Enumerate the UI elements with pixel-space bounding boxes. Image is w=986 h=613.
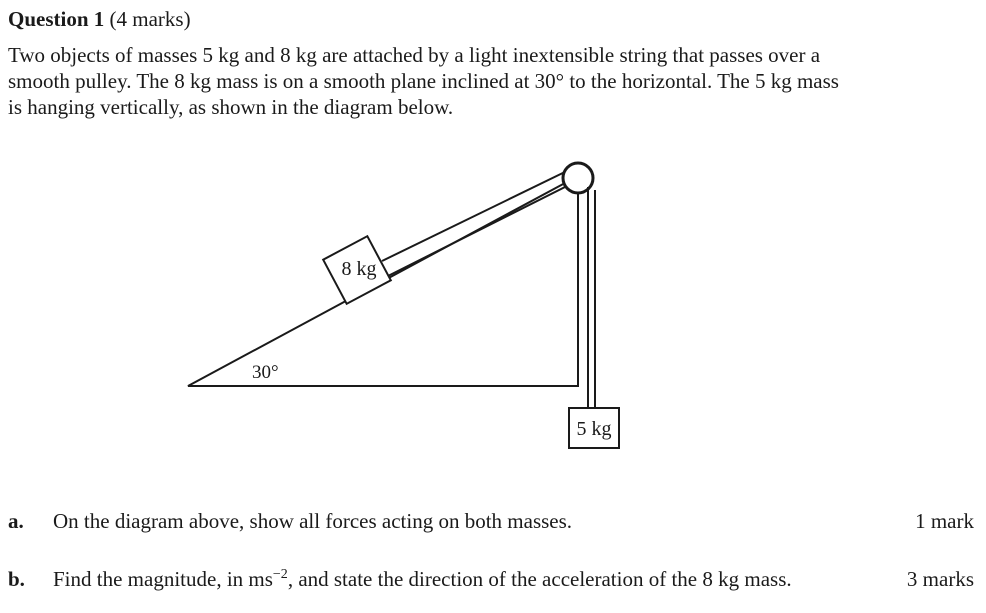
- part-label: b.: [8, 567, 25, 591]
- part-marks: 3 marks: [906, 567, 974, 591]
- question-text-line: is hanging vertically, as shown in the diagram below.: [8, 95, 454, 119]
- string-incline-upper: [382, 169, 571, 261]
- part-text-before: Find the magnitude, in ms: [53, 567, 273, 591]
- part-label: a.: [8, 509, 24, 533]
- part-text-after: , and state the direction of the acceleration of the 8 kg mass.: [287, 567, 792, 591]
- block-5kg-label: 5 kg: [576, 418, 612, 440]
- angle-label: 30°: [252, 362, 279, 383]
- part-text: On the diagram above, show all forces acting on both masses.: [53, 509, 573, 533]
- unit-exponent: −2: [272, 567, 288, 582]
- part-marks: 1 mark: [915, 509, 974, 533]
- question-marks: (4 marks): [109, 7, 191, 31]
- string-incline-lower: [384, 184, 571, 278]
- part-text: [53, 566, 792, 592]
- block-8kg-label: 8 kg: [341, 258, 377, 280]
- question-text-line: Two objects of masses 5 kg and 8 kg are attached by a light inextensible string that passes over a: [8, 43, 821, 67]
- question-text-line: smooth pulley. The 8 kg mass is on a smooth plane inclined at 30° to the horizontal. The 5 kg mass: [8, 69, 839, 93]
- question-title: Question 1: [8, 7, 105, 31]
